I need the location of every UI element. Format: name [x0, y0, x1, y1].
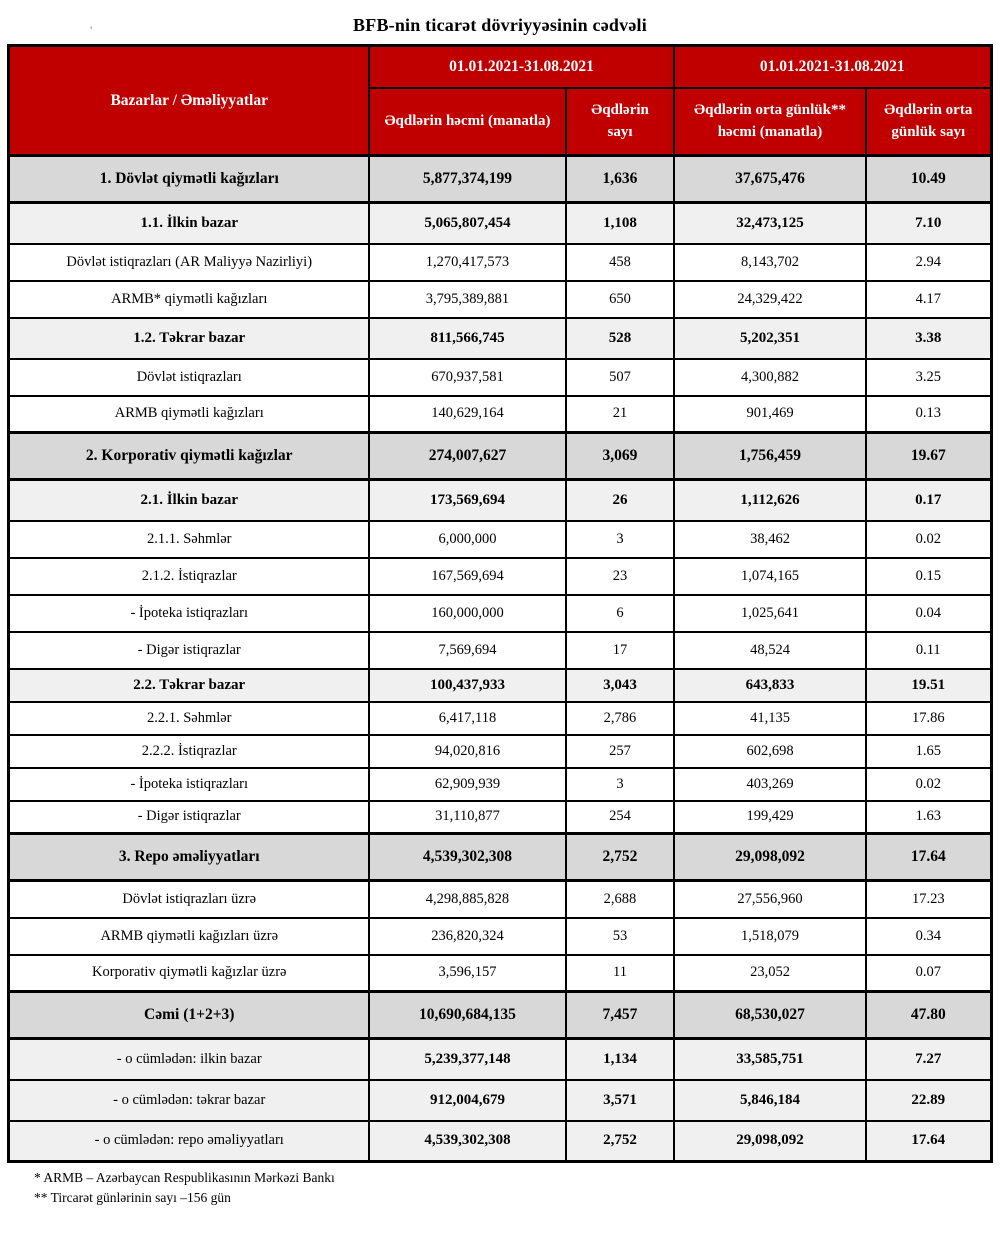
row-label: Dövlət istiqrazları: [9, 359, 369, 396]
column-header-avg-daily-volume: Əqdlərin orta günlük** həcmi (manatla): [674, 88, 866, 156]
avg-daily-count-value: 1.63: [866, 801, 991, 834]
row-label: 2.2.1. Səhmlər: [9, 702, 369, 735]
avg-daily-volume-value: 23,052: [674, 955, 866, 992]
deal-volume-value: 140,629,164: [369, 396, 566, 433]
row-label: Dövlət istiqrazları üzrə: [9, 881, 369, 918]
deal-volume-value: 5,065,807,454: [369, 203, 566, 244]
row-label: 1.1. İlkin bazar: [9, 203, 369, 244]
table-row: [9, 992, 991, 1039]
deal-volume-value: 811,566,745: [369, 318, 566, 359]
deal-count-value: 21: [566, 396, 674, 433]
avg-daily-volume-value: 1,112,626: [674, 480, 866, 521]
avg-daily-count-value: 0.15: [866, 558, 991, 595]
avg-daily-volume-value: 38,462: [674, 521, 866, 558]
avg-daily-count-value: 10.49: [866, 156, 991, 203]
period-header-left: 01.01.2021-31.08.2021: [369, 46, 674, 88]
deal-volume-value: 160,000,000: [369, 595, 566, 632]
deal-volume-value: 6,000,000: [369, 521, 566, 558]
page-title: BFB-nin ticarət dövriyyəsinin cədvəli: [353, 15, 647, 35]
deal-count-value: 458: [566, 244, 674, 281]
row-label: - o cümlədən: repo əməliyyatları: [9, 1121, 369, 1162]
avg-daily-count-value: 4.17: [866, 281, 991, 318]
row-label: 2.2. Təkrar bazar: [9, 669, 369, 702]
table-row: [9, 433, 991, 480]
avg-daily-count-value: 7.10: [866, 203, 991, 244]
deal-count-value: 2,752: [566, 1121, 674, 1162]
deal-volume-value: 4,539,302,308: [369, 834, 566, 881]
row-label: - o cümlədən: təkrar bazar: [9, 1080, 369, 1121]
avg-daily-count-value: 3.25: [866, 359, 991, 396]
table-row: [9, 881, 991, 918]
deal-count-value: 650: [566, 281, 674, 318]
deal-volume-value: 31,110,877: [369, 801, 566, 834]
deal-count-value: 3: [566, 768, 674, 801]
row-label: 2.2.2. İstiqrazlar: [9, 735, 369, 768]
avg-daily-volume-value: 1,518,079: [674, 918, 866, 955]
table-row: [9, 801, 991, 834]
table-row: [9, 632, 991, 669]
period-header-right: 01.01.2021-31.08.2021: [674, 46, 991, 88]
trading-turnover-table: [7, 44, 992, 1163]
row-label: - İpoteka istiqrazları: [9, 595, 369, 632]
avg-daily-volume-value: 901,469: [674, 396, 866, 433]
table-row: [9, 735, 991, 768]
table-row: [9, 955, 991, 992]
avg-daily-volume-value: 1,756,459: [674, 433, 866, 480]
row-label: 2.1.2. İstiqrazlar: [9, 558, 369, 595]
avg-daily-volume-value: 602,698: [674, 735, 866, 768]
stray-mark: ': [90, 23, 93, 38]
table-header: [9, 46, 991, 156]
table-row: [9, 918, 991, 955]
deal-volume-value: 3,596,157: [369, 955, 566, 992]
avg-daily-count-value: 7.27: [866, 1039, 991, 1080]
row-label: ARMB qiymətli kağızları üzrə: [9, 918, 369, 955]
avg-daily-volume-value: 27,556,960: [674, 881, 866, 918]
avg-daily-count-value: 19.67: [866, 433, 991, 480]
table-row: [9, 521, 991, 558]
row-label: Korporativ qiymətli kağızlar üzrə: [9, 955, 369, 992]
deal-volume-value: 1,270,417,573: [369, 244, 566, 281]
deal-count-value: 17: [566, 632, 674, 669]
avg-daily-count-value: 2.94: [866, 244, 991, 281]
avg-daily-count-value: 0.17: [866, 480, 991, 521]
avg-daily-count-value: 0.11: [866, 632, 991, 669]
table-row: [9, 281, 991, 318]
deal-count-value: 23: [566, 558, 674, 595]
table-row: [9, 1121, 991, 1162]
avg-daily-volume-value: 1,074,165: [674, 558, 866, 595]
footnotes: [34, 1168, 1000, 1209]
row-label: 3. Repo əməliyyatları: [9, 834, 369, 881]
avg-daily-count-value: 0.13: [866, 396, 991, 433]
avg-daily-volume-value: 5,202,351: [674, 318, 866, 359]
deal-count-value: 2,752: [566, 834, 674, 881]
deal-count-value: 507: [566, 359, 674, 396]
row-label: 2.1. İlkin bazar: [9, 480, 369, 521]
avg-daily-volume-value: 643,833: [674, 669, 866, 702]
deal-volume-value: 5,877,374,199: [369, 156, 566, 203]
deal-volume-value: 100,437,933: [369, 669, 566, 702]
avg-daily-volume-value: 4,300,882: [674, 359, 866, 396]
avg-daily-volume-value: 68,530,027: [674, 992, 866, 1039]
period-header-row: [9, 46, 991, 88]
column-header-avg-daily-count: Əqdlərin orta günlük sayı: [866, 88, 991, 156]
table-row: [9, 669, 991, 702]
deal-volume-value: 5,239,377,148: [369, 1039, 566, 1080]
table-row: [9, 1080, 991, 1121]
document-page: [0, 15, 1000, 1257]
avg-daily-count-value: 0.07: [866, 955, 991, 992]
footnote-trading-days: ** Tircarət günlərinin sayı –156 gün: [34, 1190, 231, 1206]
avg-daily-count-value: 19.51: [866, 669, 991, 702]
row-label: - İpoteka istiqrazları: [9, 768, 369, 801]
table-row: [9, 203, 991, 244]
table-row: [9, 318, 991, 359]
avg-daily-count-value: 1.65: [866, 735, 991, 768]
row-label: ARMB* qiymətli kağızları: [9, 281, 369, 318]
table-row: [9, 702, 991, 735]
deal-count-value: 7,457: [566, 992, 674, 1039]
avg-daily-volume-value: 37,675,476: [674, 156, 866, 203]
deal-count-value: 528: [566, 318, 674, 359]
deal-count-value: 2,786: [566, 702, 674, 735]
deal-count-value: 1,108: [566, 203, 674, 244]
row-label: 1.2. Təkrar bazar: [9, 318, 369, 359]
deal-count-value: 1,134: [566, 1039, 674, 1080]
table-row: [9, 244, 991, 281]
deal-volume-value: 912,004,679: [369, 1080, 566, 1121]
avg-daily-volume-value: 29,098,092: [674, 1121, 866, 1162]
avg-daily-count-value: 22.89: [866, 1080, 991, 1121]
table-row: [9, 156, 991, 203]
table-row: [9, 834, 991, 881]
deal-volume-value: 4,539,302,308: [369, 1121, 566, 1162]
avg-daily-count-value: 0.34: [866, 918, 991, 955]
table-row: [9, 768, 991, 801]
deal-volume-value: 274,007,627: [369, 433, 566, 480]
deal-volume-value: 4,298,885,828: [369, 881, 566, 918]
table-row: [9, 558, 991, 595]
table-row: [9, 480, 991, 521]
table-row: [9, 359, 991, 396]
avg-daily-volume-value: 32,473,125: [674, 203, 866, 244]
row-label: 2.1.1. Səhmlər: [9, 521, 369, 558]
avg-daily-volume-value: 24,329,422: [674, 281, 866, 318]
avg-daily-volume-value: 33,585,751: [674, 1039, 866, 1080]
deal-volume-value: 236,820,324: [369, 918, 566, 955]
deal-count-value: 2,688: [566, 881, 674, 918]
avg-daily-volume-value: 41,135: [674, 702, 866, 735]
avg-daily-count-value: 0.04: [866, 595, 991, 632]
deal-volume-value: 6,417,118: [369, 702, 566, 735]
avg-daily-count-value: 0.02: [866, 768, 991, 801]
deal-volume-value: 10,690,684,135: [369, 992, 566, 1039]
avg-daily-count-value: 3.38: [866, 318, 991, 359]
table-row: [9, 1039, 991, 1080]
table-row: [9, 595, 991, 632]
column-header-markets: Bazarlar / Əməliyyatlar: [9, 46, 369, 156]
deal-count-value: 3,043: [566, 669, 674, 702]
deal-volume-value: 7,569,694: [369, 632, 566, 669]
deal-count-value: 1,636: [566, 156, 674, 203]
footnote-armb: * ARMB – Azərbaycan Respublikasının Mərkəzi Bankı: [34, 1170, 335, 1185]
avg-daily-volume-value: 48,524: [674, 632, 866, 669]
avg-daily-volume-value: 29,098,092: [674, 834, 866, 881]
row-label: - Digər istiqrazlar: [9, 632, 369, 669]
avg-daily-volume-value: 8,143,702: [674, 244, 866, 281]
avg-daily-count-value: 17.86: [866, 702, 991, 735]
deal-volume-value: 167,569,694: [369, 558, 566, 595]
deal-count-value: 26: [566, 480, 674, 521]
avg-daily-count-value: 0.02: [866, 521, 991, 558]
avg-daily-count-value: 17.64: [866, 1121, 991, 1162]
row-label: - Digər istiqrazlar: [9, 801, 369, 834]
avg-daily-count-value: 17.23: [866, 881, 991, 918]
column-header-deal-volume: Əqdlərin həcmi (manatla): [369, 88, 566, 156]
avg-daily-volume-value: 1,025,641: [674, 595, 866, 632]
deal-volume-value: 670,937,581: [369, 359, 566, 396]
deal-volume-value: 94,020,816: [369, 735, 566, 768]
row-label: Dövlət istiqrazları (AR Maliyyə Nazirliyi): [9, 244, 369, 281]
deal-count-value: 6: [566, 595, 674, 632]
deal-count-value: 11: [566, 955, 674, 992]
row-label: - o cümlədən: ilkin bazar: [9, 1039, 369, 1080]
deal-volume-value: 173,569,694: [369, 480, 566, 521]
table-body: [9, 156, 991, 1162]
deal-count-value: 53: [566, 918, 674, 955]
row-label: 2. Korporativ qiymətli kağızlar: [9, 433, 369, 480]
deal-count-value: 257: [566, 735, 674, 768]
avg-daily-volume-value: 199,429: [674, 801, 866, 834]
avg-daily-count-value: 47.80: [866, 992, 991, 1039]
table-row: [9, 396, 991, 433]
deal-count-value: 3: [566, 521, 674, 558]
deal-count-value: 254: [566, 801, 674, 834]
deal-volume-value: 62,909,939: [369, 768, 566, 801]
deal-volume-value: 3,795,389,881: [369, 281, 566, 318]
column-header-deal-count: Əqdlərin sayı: [566, 88, 674, 156]
row-label: Cəmi (1+2+3): [9, 992, 369, 1039]
avg-daily-count-value: 17.64: [866, 834, 991, 881]
deal-count-value: 3,069: [566, 433, 674, 480]
deal-count-value: 3,571: [566, 1080, 674, 1121]
row-label: ARMB qiymətli kağızları: [9, 396, 369, 433]
row-label: 1. Dövlət qiymətli kağızları: [9, 156, 369, 203]
avg-daily-volume-value: 403,269: [674, 768, 866, 801]
avg-daily-volume-value: 5,846,184: [674, 1080, 866, 1121]
